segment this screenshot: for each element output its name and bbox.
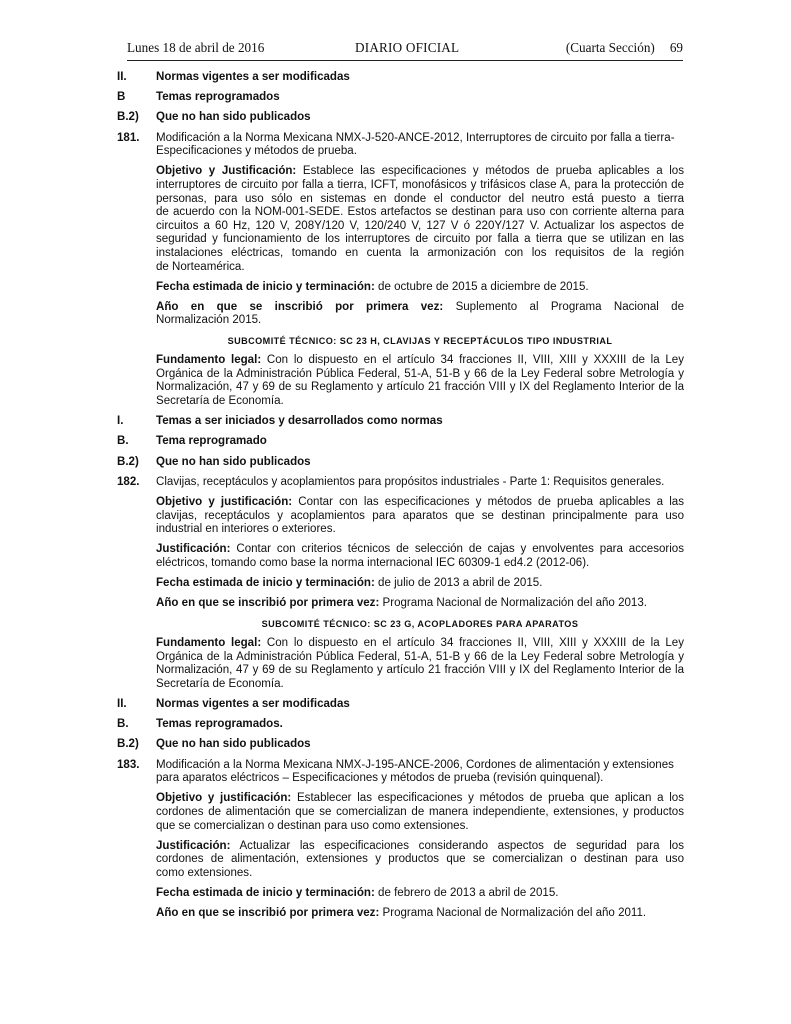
header-section: (Cuarta Sección) (565, 40, 655, 55)
item-number: 181. (117, 131, 140, 144)
item-183-dates: Fecha estimada de inicio y terminación: de febrero de 2013 a abril de 2015. (156, 887, 559, 900)
field-label: Fundamento legal: (156, 354, 262, 367)
heading-label: B.2) (117, 111, 139, 124)
heading-text: Que no han sido publicados (156, 111, 311, 124)
item-181-objective: Objetivo y Justificación: Establece las especificaciones y métodos de prueba aplicables a los interruptores de circuito por falla a tierra, ICFT, monofásicos y trifásicos clase A, para la protección de personas, para uso sólo en sistemas en donde el conductor del neutro está puesto a tierra de acuerdo con la NOM-001-SEDE. Estos artefactos se destinan para uso con corriente alterna para circuitos a 60 Hz, 120 V, 208Y/120 V, 120/240 V, 127 V ó 220Y/127 V. Actualizar los aspectos de seguridad y funcionamiento de los interruptores de circuito por falla a tierra que se utilizan en las instalaciones eléctricas, tomando en cuenta la armonización con los requisitos de la región de Norteamérica. (156, 165, 684, 273)
item-183-objective: Objetivo y justificación: Establecer las especificaciones y métodos de prueba que aplican a los cordones de alimentación que se comercializan de manera independiente, extensiones, y productos que se comercializan o destinan para uso como extensiones. (156, 792, 684, 832)
field-label: Justificación: (156, 839, 231, 852)
item-182-justification: Justificación: Contar con criterios técnicos de selección de cajas y envolventes para accesorios eléctricos, tomando como base la norma internacional IEC 60309-1 ed4.2 (2012-06). (156, 543, 684, 569)
section-heading (117, 111, 684, 125)
field-label: Objetivo y justificación: (156, 792, 292, 805)
item-182-title (117, 476, 684, 490)
item-title-line: Modificación a la Norma Mexicana NMX-J-520-ANCE-2012, Interruptores de circuito por falla a tierra- (156, 131, 675, 144)
page-header (127, 40, 683, 60)
item-181-dates: Fecha estimada de inicio y terminación: de octubre de 2015 a diciembre de 2015. (156, 280, 589, 293)
field-label: Fundamento legal: (156, 637, 262, 650)
item-title-line: Especificaciones y métodos de prueba. (156, 145, 357, 158)
header-rule (127, 60, 683, 61)
field-label: Fecha estimada de inicio y terminación: (156, 887, 375, 900)
legal-basis: Fundamento legal: Con lo dispuesto en el artículo 34 fracciones II, VIII, XIII y XXXIII de la Ley Orgánica de la Administración Pública Federal, 51-A, 51-B y 66 de la Ley Federal sobre Metrología y Normalización, 47 y 69 de su Reglamento y artículo 21 fracción VIII y IX del Reglamento Interior de la Secretaría de Economía. (156, 354, 684, 408)
heading-label: I. (117, 415, 124, 428)
document-body (117, 71, 684, 928)
field-label: Objetivo y Justificación: (156, 165, 297, 178)
item-182-objective: Objetivo y justificación: Contar con las especificaciones y métodos de prueba aplicables a las clavijas, receptáculos y acoplamientos para aparatos que se destinan principalmente para uso industrial en interiores o exteriores. (156, 495, 684, 536)
section-heading (117, 435, 684, 449)
header-publication: DIARIO OFICIAL (355, 40, 460, 55)
field-label: Justificación: (156, 543, 231, 556)
heading-label: B. (117, 435, 129, 448)
item-181-year: Año en que se inscribió por primera vez: Suplemento al Programa Nacional de Normalización 2015. (156, 300, 684, 327)
item-183-title (117, 759, 684, 786)
field-label: Año en que se inscribió por primera vez: (156, 597, 380, 610)
header-page-number: 69 (669, 40, 683, 55)
heading-label: B.2) (117, 738, 139, 751)
heading-text: Temas reprogramados (156, 91, 280, 104)
section-heading (117, 415, 684, 429)
item-182-dates: Fecha estimada de inicio y terminación: de julio de 2013 a abril de 2015. (156, 577, 543, 590)
heading-label: B. (117, 718, 129, 731)
item-number: 183. (117, 758, 140, 771)
field-label: Objetivo y justificación: (156, 495, 293, 508)
item-title-line: Clavijas, receptáculos y acoplamientos para propósitos industriales - Parte 1: Requisitos generales. (156, 475, 665, 488)
heading-text: Normas vigentes a ser modificadas (156, 71, 350, 83)
field-label: Fecha estimada de inicio y terminación: (156, 577, 375, 590)
item-number: 182. (117, 475, 140, 488)
item-title-line: para aparatos eléctricos – Especificaciones y métodos de prueba (revisión quinquenal). (156, 772, 604, 785)
header-section-page (566, 40, 683, 56)
section-heading (117, 91, 684, 105)
section-heading (117, 718, 684, 732)
heading-text: Tema reprogramado (156, 435, 267, 448)
section-heading (117, 738, 684, 752)
item-title-line: Modificación a la Norma Mexicana NMX-J-195-ANCE-2006, Cordones de alimentación y extensiones (156, 758, 674, 771)
subcommittee-heading: SUBCOMITÉ TÉCNICO: SC 23 G, ACOPLADORES PARA APARATOS (261, 618, 579, 629)
heading-label: II. (117, 71, 127, 83)
field-label: Fecha estimada de inicio y terminación: (156, 280, 375, 293)
heading-label: B (117, 91, 126, 104)
heading-text: Temas a ser iniciados y desarrollados como normas (156, 415, 443, 428)
section-heading (117, 456, 684, 470)
item-183-year: Año en que se inscribió por primera vez: Programa Nacional de Normalización del año 2011. (156, 907, 647, 920)
header-date: Lunes 18 de abril de 2016 (127, 40, 265, 55)
subcommittee-heading: SUBCOMITÉ TÉCNICO: SC 23 H, CLAVIJAS Y RECEPTÁCULOS TIPO INDUSTRIAL (227, 335, 613, 346)
heading-text: Que no han sido publicados (156, 738, 311, 751)
heading-text: Temas reprogramados. (156, 718, 283, 731)
heading-text: Normas vigentes a ser modificadas (156, 698, 350, 711)
heading-label: B.2) (117, 455, 139, 468)
item-181-title (117, 132, 684, 159)
heading-text: Que no han sido publicados (156, 455, 311, 468)
heading-label: II. (117, 698, 127, 711)
legal-basis: Fundamento legal: Con lo dispuesto en el artículo 34 fracciones II, VIII, XIII y XXXIII de la Ley Orgánica de la Administración Pública Federal, 51-A, 51-B y 66 de la Ley Federal sobre Metrología y Normalización, 47 y 69 de su Reglamento y artículo 21 fracción VIII y IX del Reglamento Interior de la Secretaría de Economía. (156, 637, 684, 690)
item-183-justification: Justificación: Actualizar las especificaciones considerando aspectos de seguridad para los cordones de alimentación, extensiones y productos que se comercializan o destinan para uso como extensiones. (156, 839, 685, 879)
section-heading (117, 698, 684, 712)
field-label: Año en que se inscribió por primera vez: (156, 300, 444, 313)
field-label: Año en que se inscribió por primera vez: (156, 907, 380, 920)
section-heading (117, 71, 684, 85)
item-182-year: Año en que se inscribió por primera vez: Programa Nacional de Normalización del año 2013. (156, 597, 647, 610)
